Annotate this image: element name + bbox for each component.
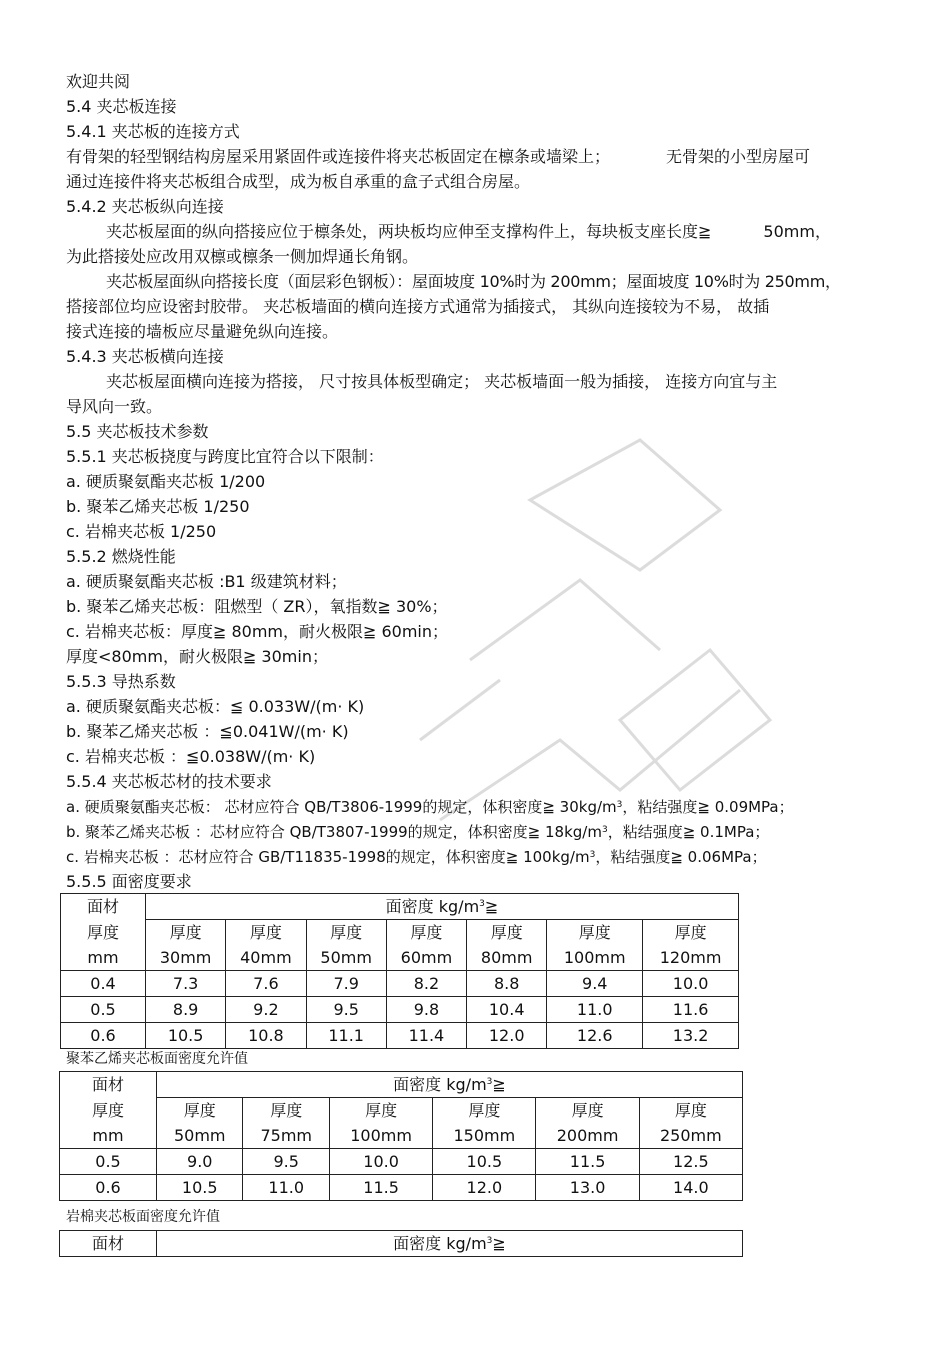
- column-header: 200mm: [536, 1123, 639, 1149]
- corner-cell: 厚度: [61, 920, 146, 946]
- list-item: a. 硬质聚氨酯夹芯板： 芯材应符合 QB/T3806-1999的规定，体积密度≧ $30kg/m^3$，粘结强度≧ 0.09MPa；: [66, 798, 794, 816]
- column-header: 80mm: [467, 945, 547, 971]
- table-row: [61, 997, 739, 1023]
- table-row: [60, 1175, 743, 1201]
- page-header: 欢迎共阅: [66, 72, 131, 91]
- column-header: 厚度: [433, 1098, 536, 1124]
- subsection-heading: 5.4.3 夹芯板横向连接: [66, 347, 224, 366]
- corner-cell: 面材: [61, 894, 146, 920]
- corner-cell: 面材: [60, 1231, 157, 1257]
- column-header: 厚度: [547, 920, 643, 946]
- paragraph-line: 搭接部位均应设密封胶带。 夹芯板墙面的横向连接方式通常为插接式， 其纵向连接较为不易， 故插: [66, 297, 770, 316]
- table-cell: 8.2: [386, 971, 466, 997]
- table-cell: 8.9: [146, 997, 226, 1023]
- list-item: 厚度<80mm，耐火极限≧ 30min；: [66, 647, 328, 666]
- header-cell: 面密度 $kg/m^3≧$: [157, 1231, 743, 1257]
- table-cell: 9.5: [243, 1149, 329, 1175]
- table-cell: 10.0: [329, 1149, 432, 1175]
- header-cell: 面密度 $kg/m^3≧$: [157, 1072, 743, 1098]
- table-cell: 13.0: [536, 1175, 639, 1201]
- table-cell: 7.6: [226, 971, 306, 997]
- table-cell: 10.0: [643, 971, 739, 997]
- density-table-1: [60, 893, 739, 1049]
- column-header: 60mm: [386, 945, 466, 971]
- subsection-heading: 5.5.2 燃烧性能: [66, 547, 176, 566]
- density-table-2: [59, 1071, 743, 1201]
- table-row: [61, 971, 739, 997]
- paragraph-line: 有骨架的轻型钢结构房屋采用紧固件或连接件将夹芯板固定在檩条或墙梁上； 无骨架的小型房屋可: [66, 147, 811, 166]
- column-header: 厚度: [467, 920, 547, 946]
- column-header: 厚度: [643, 920, 739, 946]
- list-item: a. 硬质聚氨酯夹芯板：≦ 0.033W/(m· K): [66, 697, 365, 716]
- table-cell: 9.2: [226, 997, 306, 1023]
- table-row: [60, 1149, 743, 1175]
- table-cell: 12.5: [639, 1149, 742, 1175]
- column-header: 厚度: [243, 1098, 329, 1124]
- column-header: 150mm: [433, 1123, 536, 1149]
- column-header: 厚度: [386, 920, 466, 946]
- list-item: c. 岩棉夹芯板：厚度≧ 80mm，耐火极限≧ 60min；: [66, 622, 449, 641]
- subsection-heading: 5.5.3 导热系数: [66, 672, 176, 691]
- column-header: 120mm: [643, 945, 739, 971]
- list-item: b. 聚苯乙烯夹芯板 1/250: [66, 497, 250, 516]
- list-item: a. 硬质聚氨酯夹芯板 :B1 级建筑材料；: [66, 572, 347, 591]
- paragraph-line: 夹芯板屋面横向连接为搭接， 尺寸按具体板型确定； 夹芯板墙面一般为插接， 连接方向宜与主: [106, 372, 778, 391]
- table-cell: 9.0: [157, 1149, 243, 1175]
- list-item: c. 岩棉夹芯板 ：≦0.038W/(m· K): [66, 747, 316, 766]
- table-cell: 7.3: [146, 971, 226, 997]
- table-cell: 11.1: [306, 1023, 386, 1049]
- table-cell: 13.2: [643, 1023, 739, 1049]
- list-item: c. 岩棉夹芯板 ：芯材应符合 GB/T11835-1998的规定，体积密度≧ $100kg/m^3$，粘结强度≧ 0.06MPa；: [66, 848, 767, 866]
- column-header: 厚度: [639, 1098, 742, 1124]
- corner-cell: mm: [61, 945, 146, 971]
- list-item: b. 聚苯乙烯夹芯板 ：≦0.041W/(m· K): [66, 722, 349, 741]
- corner-cell: mm: [60, 1123, 157, 1149]
- section-heading: 5.5 夹芯板技术参数: [66, 422, 209, 441]
- subsection-heading: 5.5.5 面密度要求: [66, 872, 192, 891]
- table-cell: 14.0: [639, 1175, 742, 1201]
- table-cell: 11.6: [643, 997, 739, 1023]
- column-header: 50mm: [157, 1123, 243, 1149]
- column-header: 厚度: [329, 1098, 432, 1124]
- list-item: c. 岩棉夹芯板 1/250: [66, 522, 217, 541]
- section-heading: 5.4 夹芯板连接: [66, 97, 177, 116]
- table-cell: 0.5: [61, 997, 146, 1023]
- paragraph-line: 导风向一致。: [66, 397, 163, 416]
- table-cell: 11.0: [547, 997, 643, 1023]
- paragraph-line: 通过连接件将夹芯板组合成型，成为板自承重的盒子式组合房屋。: [66, 172, 531, 191]
- table-cell: 11.4: [386, 1023, 466, 1049]
- subsection-heading: 5.5.4 夹芯板芯材的技术要求: [66, 772, 272, 791]
- table-cell: 10.5: [146, 1023, 226, 1049]
- table-cell: 8.8: [467, 971, 547, 997]
- table-caption: 岩棉夹芯板面密度允许值: [66, 1209, 220, 1225]
- table-cell: 0.6: [61, 1023, 146, 1049]
- table-cell: 0.5: [60, 1149, 157, 1175]
- column-header: 50mm: [306, 945, 386, 971]
- column-header: 100mm: [329, 1123, 432, 1149]
- column-header: 100mm: [547, 945, 643, 971]
- paragraph-line: 夹芯板屋面纵向搭接长度（面层彩色钢板）：屋面坡度 10%时为 200mm；屋面坡度 10%时为 250mm，: [106, 272, 841, 291]
- paragraph-line: 接式连接的墙板应尽量避免纵向连接。: [66, 322, 339, 341]
- table-cell: 10.8: [226, 1023, 306, 1049]
- table-cell: 12.0: [433, 1175, 536, 1201]
- table-row: [61, 1023, 739, 1049]
- table-cell: 9.5: [306, 997, 386, 1023]
- subsection-heading: 5.4.2 夹芯板纵向连接: [66, 197, 224, 216]
- paragraph-line: 夹芯板屋面的纵向搭接应位于檩条处，两块板均应伸至支撑构件上，每块板支座长度≧ 50mm，: [106, 222, 831, 241]
- column-header: 40mm: [226, 945, 306, 971]
- column-header: 厚度: [306, 920, 386, 946]
- column-header: 75mm: [243, 1123, 329, 1149]
- table-cell: 11.5: [536, 1149, 639, 1175]
- table-cell: 11.5: [329, 1175, 432, 1201]
- table-cell: 11.0: [243, 1175, 329, 1201]
- subsection-heading: 5.5.1 夹芯板挠度与跨度比宜符合以下限制：: [66, 447, 384, 466]
- table-cell: 10.5: [157, 1175, 243, 1201]
- table-cell: 12.0: [467, 1023, 547, 1049]
- column-header: 厚度: [146, 920, 226, 946]
- list-item: a. 硬质聚氨酯夹芯板 1/200: [66, 472, 266, 491]
- table-cell: 0.4: [61, 971, 146, 997]
- table-caption: 聚苯乙烯夹芯板面密度允许值: [66, 1051, 248, 1067]
- table-cell: 9.8: [386, 997, 466, 1023]
- column-header: 厚度: [536, 1098, 639, 1124]
- column-header: 30mm: [146, 945, 226, 971]
- table-cell: 10.5: [433, 1149, 536, 1175]
- list-item: b. 聚苯乙烯夹芯板 ：芯材应符合 QB/T3807-1999的规定，体积密度≧ $18kg/m^3$，粘结强度≧ 0.1MPa；: [66, 823, 770, 841]
- list-item: b. 聚苯乙烯夹芯板：阻燃型（ ZR），氧指数≧ 30%；: [66, 597, 448, 616]
- column-header: 250mm: [639, 1123, 742, 1149]
- paragraph-line: 为此搭接处应改用双檩或檩条一侧加焊通长角钢。: [66, 247, 419, 266]
- subsection-heading: 5.4.1 夹芯板的连接方式: [66, 122, 240, 141]
- corner-cell: 厚度: [60, 1098, 157, 1124]
- table-cell: 7.9: [306, 971, 386, 997]
- table-cell: 10.4: [467, 997, 547, 1023]
- corner-cell: 面材: [60, 1072, 157, 1098]
- column-header: 厚度: [226, 920, 306, 946]
- table-cell: 12.6: [547, 1023, 643, 1049]
- table-cell: 0.6: [60, 1175, 157, 1201]
- header-cell: 面密度 $kg/m^3≧$: [146, 894, 739, 920]
- table-cell: 9.4: [547, 971, 643, 997]
- column-header: 厚度: [157, 1098, 243, 1124]
- density-table-3: [59, 1230, 743, 1257]
